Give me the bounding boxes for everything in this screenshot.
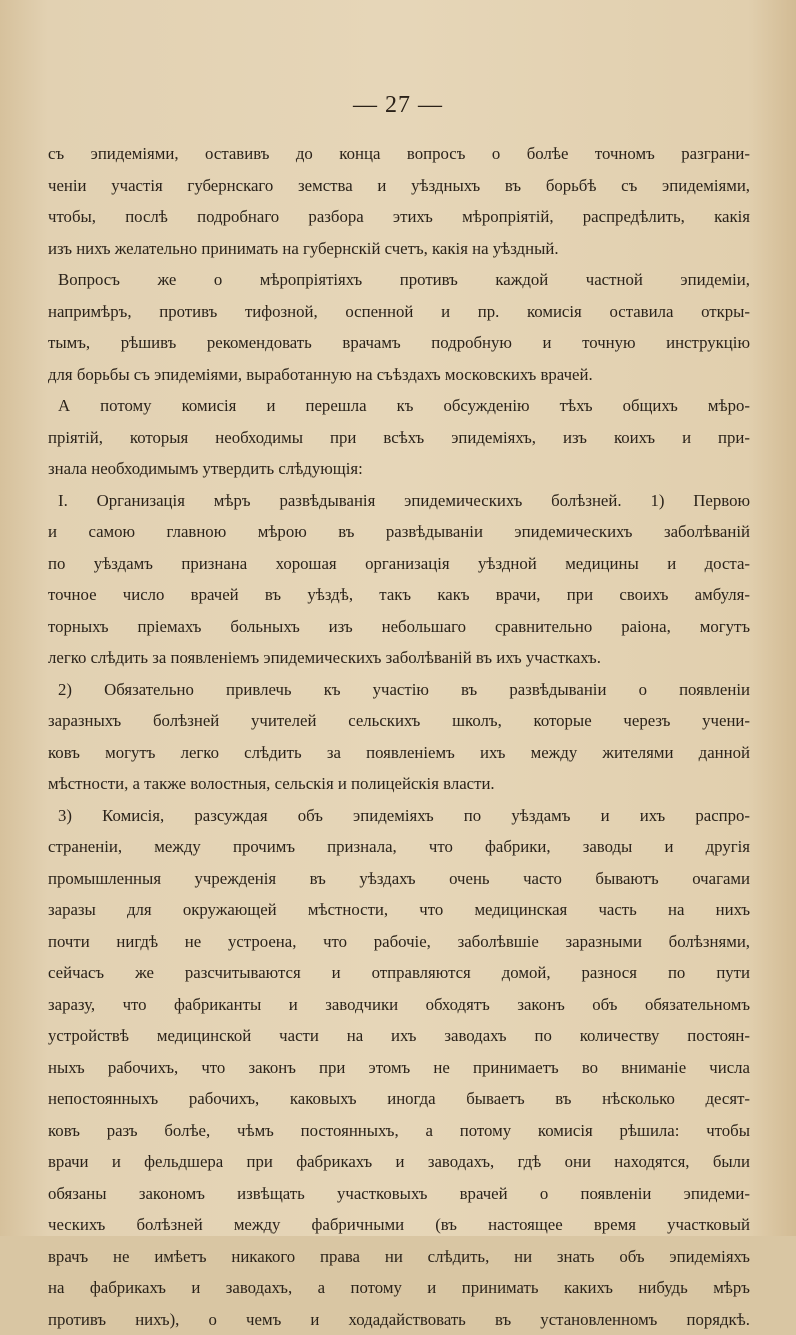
text-line: на фабрикахъ и заводахъ, а потому и принимать какихъ нибудь мѣръ: [48, 1272, 750, 1304]
text-line: врачи и фельдшера при фабрикахъ и заводахъ, гдѣ они находятся, были: [48, 1146, 750, 1178]
text-line: Вопросъ же о мѣропріятіяхъ противъ каждой частной эпидеміи,: [48, 264, 750, 296]
text-line: заразы для окружающей мѣстности, что медицинская часть на нихъ: [48, 894, 750, 926]
text-line: противъ нихъ), о чемъ и ходадайствовать въ установленномъ порядкѣ.: [48, 1304, 750, 1335]
page-number: — 27 —: [0, 92, 796, 119]
text-line: напримѣръ, противъ тифозной, оспенной и пр. комисія оставила откры-: [48, 296, 750, 328]
text-line: легко слѣдить за появленіемъ эпидемическихъ заболѣваній въ ихъ участкахъ.: [48, 642, 750, 674]
text-line: устройствѣ медицинской части на ихъ заводахъ по количеству постоян-: [48, 1020, 750, 1052]
text-line: торныхъ пріемахъ больныхъ изъ небольшаго сравнительно раіона, могутъ: [48, 611, 750, 643]
body-text: [48, 138, 750, 1335]
text-line: заразу, что фабриканты и заводчики обходятъ законъ объ обязательномъ: [48, 989, 750, 1021]
text-line: заразныхъ болѣзней учителей сельскихъ школъ, которые черезъ учени-: [48, 705, 750, 737]
text-line: съ эпидеміями, оставивъ до конца вопросъ о болѣе точномъ разграни-: [48, 138, 750, 170]
text-line: 2) Обязательно привлечь къ участію въ развѣдываніи о появленіи: [48, 674, 750, 706]
text-line: ческихъ болѣзней между фабричными (въ настоящее время участковый: [48, 1209, 750, 1241]
text-line: обязаны закономъ извѣщать участковыхъ врачей о появленіи эпидеми-: [48, 1178, 750, 1210]
text-line: и самою главною мѣрою въ развѣдываніи эпидемическихъ заболѣваній: [48, 516, 750, 548]
text-line: ковъ разъ болѣе, чѣмъ постоянныхъ, а потому комисія рѣшила: чтобы: [48, 1115, 750, 1147]
text-line: непостоянныхъ рабочихъ, каковыхъ иногда бываетъ въ нѣсколько десят-: [48, 1083, 750, 1115]
text-line: ченіи участія губернскаго земства и уѣздныхъ въ борьбѣ съ эпидеміями,: [48, 170, 750, 202]
text-line: пріятій, которыя необходимы при всѣхъ эпидеміяхъ, изъ коихъ и при-: [48, 422, 750, 454]
text-line: сейчасъ же разсчитываются и отправляются домой, разнося по пути: [48, 957, 750, 989]
text-line: знала необходимымъ утвердить слѣдующія:: [48, 453, 750, 485]
text-line: тымъ, рѣшивъ рекомендовать врачамъ подробную и точную инструкцію: [48, 327, 750, 359]
text-line: А потому комисія и перешла къ обсужденію тѣхъ общихъ мѣро-: [48, 390, 750, 422]
text-line: ковъ могутъ легко слѣдить за появленіемъ ихъ между жителями данной: [48, 737, 750, 769]
text-line: врачъ не имѣетъ никакого права ни слѣдить, ни знать объ эпидеміяхъ: [48, 1241, 750, 1273]
text-line: чтобы, послѣ подробнаго разбора этихъ мѣропріятій, распредѣлить, какія: [48, 201, 750, 233]
text-line: 3) Комисія, разсуждая объ эпидеміяхъ по уѣздамъ и ихъ распро-: [48, 800, 750, 832]
text-line: мѣстности, а также волостныя, сельскія и полицейскія власти.: [48, 768, 750, 800]
text-line: точное число врачей въ уѣздѣ, такъ какъ врачи, при своихъ амбуля-: [48, 579, 750, 611]
text-line: почти нигдѣ не устроена, что рабочіе, заболѣвшіе заразными болѣзнями,: [48, 926, 750, 958]
text-line: для борьбы съ эпидеміями, выработанную на съѣздахъ московскихъ врачей.: [48, 359, 750, 391]
text-line: ныхъ рабочихъ, что законъ при этомъ не принимаетъ во вниманіе числа: [48, 1052, 750, 1084]
text-line: по уѣздамъ признана хорошая организація уѣздной медицины и доста-: [48, 548, 750, 580]
text-line: страненіи, между прочимъ признала, что фабрики, заводы и другія: [48, 831, 750, 863]
text-line: промышленныя учрежденія въ уѣздахъ очень часто бываютъ очагами: [48, 863, 750, 895]
text-line: изъ нихъ желательно принимать на губернскій счетъ, какія на уѣздный.: [48, 233, 750, 265]
text-line: I. Организація мѣръ развѣдыванія эпидемическихъ болѣзней. 1) Первою: [48, 485, 750, 517]
